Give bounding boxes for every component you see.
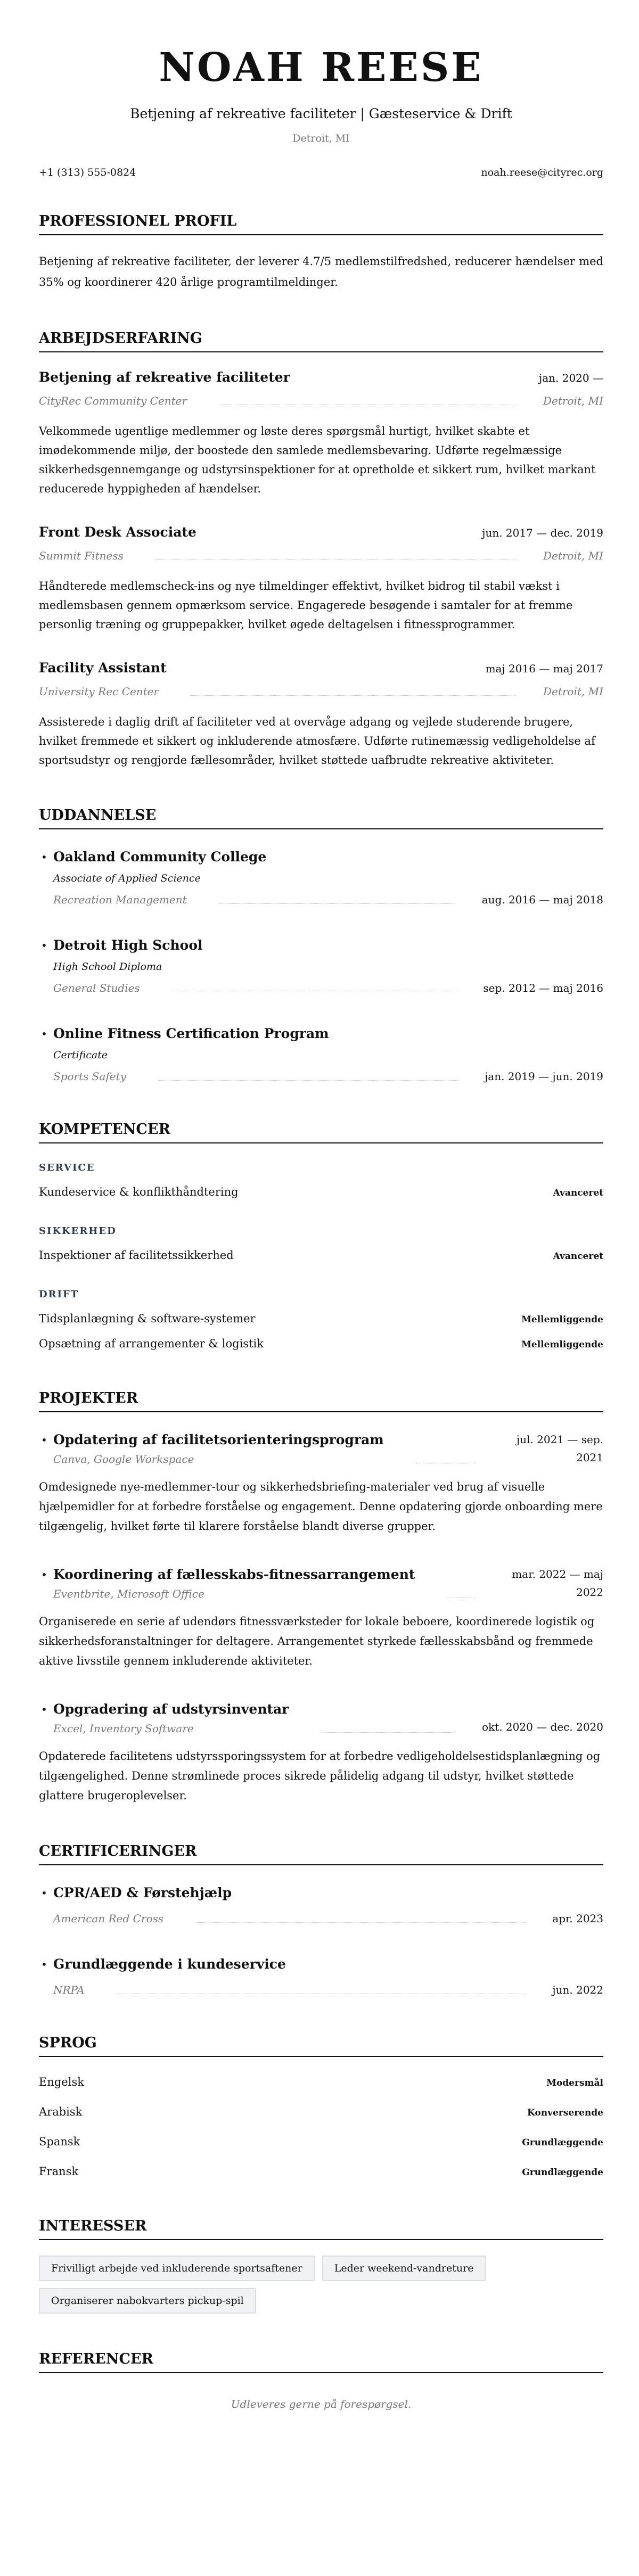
dotted-leader <box>321 1732 455 1733</box>
certification-entry <box>39 1881 603 1926</box>
section-heading: REFERENCER <box>39 2351 603 2373</box>
section-heading: ARBEJDSERFARING <box>39 330 603 352</box>
references-note: Udleveres gerne på forespørgsel. <box>231 2398 412 2410</box>
project-info <box>53 1563 415 1601</box>
language-row <box>39 2134 603 2151</box>
job-entry <box>39 368 603 498</box>
references-section <box>39 2351 603 2412</box>
education-dates: sep. 2012 — maj 2016 <box>483 982 603 994</box>
field-of-study: General Studies <box>53 982 140 994</box>
certification-meta-row <box>53 1982 603 1997</box>
job-description: Assisterede i daglig drift af faciliteter ved at overvåge adgang og vejlede studerende brugere, hvilket fremmede et sikkert og inkluderende atmosfære. Udførte rutinemæssig vedligeholdelse af sportsudstyr og rengjorde fællesområder, hvilket støttede uafbrudte rekreative aktiviteter. <box>39 715 595 767</box>
project-info <box>53 1698 289 1736</box>
languages-section <box>39 2035 603 2180</box>
job-meta-row <box>39 684 603 699</box>
job-header-row <box>39 523 603 542</box>
skill-row <box>39 1247 603 1264</box>
certification-issuer: American Red Cross <box>53 1912 164 1925</box>
job-description: Håndterede medlemscheck-ins og nye tilmeldinger effektivt, hvilket bidrog til stabil vækst i medlemsbasen gennem opmærksom service. Engagerede besøgende i samtaler for at fremme personlig træning og gruppepakker, hvilket øgede deltagelsen i fitnessprogrammer. <box>39 580 573 631</box>
project-description: Omdesignede nye-medlemmer-tour og sikkerhedsbriefing-materialer ved brug af visuelle hjælpemidler for at forbedre forståelse og engagement. Denne opdatering gjorde onboarding mere tilgængelig, hvilket førte til klarere forståelse blandt diverse grupper. <box>39 1480 603 1533</box>
skill-level: Avanceret <box>553 1188 603 1198</box>
profile-section <box>39 213 603 293</box>
project-entry <box>39 1698 603 1806</box>
certification-date: jun. 2022 <box>552 1984 603 1996</box>
education-meta-row <box>53 981 603 995</box>
job-title: Facility Assistant <box>39 660 167 676</box>
project-row <box>53 1698 603 1736</box>
language-row <box>39 2163 603 2180</box>
skill-row <box>39 1336 603 1353</box>
education-entry <box>39 845 603 907</box>
interest-tag: Frivilligt arbejde ved inkluderende sportsaftener <box>39 2256 315 2281</box>
project-entry <box>39 1428 603 1536</box>
job-title: Front Desk Associate <box>39 524 196 540</box>
skill-row <box>39 1311 603 1328</box>
candidate-location: Detroit, MI <box>292 133 350 144</box>
job-dates: maj 2016 — maj 2017 <box>485 662 603 675</box>
job-title: Betjening af rekreative faciliteter <box>39 369 290 385</box>
project-row <box>53 1428 603 1467</box>
skill-group-heading: SIKKERHED <box>39 1225 117 1237</box>
certification-name: Grundlæggende i kundeservice <box>53 1956 286 1972</box>
skill-name: Inspektioner af facilitetssikkerhed <box>39 1249 234 1262</box>
dotted-leader <box>172 991 457 992</box>
section-heading: PROJEKTER <box>39 1390 603 1412</box>
interest-tag: Leder weekend-vandreture <box>322 2256 486 2281</box>
project-title: Koordinering af fællesskabs-fitnessarrangement <box>53 1567 415 1582</box>
project-title: Opgradering af udstyrsinventar <box>53 1701 289 1717</box>
bullet-icon: • <box>41 1703 47 1716</box>
language-name: Engelsk <box>39 2076 84 2088</box>
language-level: Modersmål <box>546 2078 603 2088</box>
language-row <box>39 2104 603 2121</box>
interest-tag: Organiserer nabokvarters pickup-spil <box>39 2288 256 2314</box>
education-entry <box>39 1022 603 1084</box>
job-location: Detroit, MI <box>543 685 603 698</box>
company-name: Summit Fitness <box>39 549 124 562</box>
company-name: CityRec Community Center <box>39 394 187 407</box>
bullet-icon: • <box>41 939 47 952</box>
contact-row <box>39 165 603 180</box>
degree-name: Associate of Applied Science <box>53 873 201 884</box>
section-heading: KOMPETENCER <box>39 1121 603 1143</box>
dotted-leader <box>219 404 517 405</box>
bullet-icon: • <box>41 1887 47 1899</box>
skill-group-heading: DRIFT <box>39 1289 79 1300</box>
school-name: Online Fitness Certification Program <box>53 1026 329 1041</box>
job-location: Detroit, MI <box>543 549 603 562</box>
education-meta-row <box>53 892 603 907</box>
dotted-leader <box>219 903 455 904</box>
project-dates: mar. 2022 — maj 2022 <box>512 1568 603 1599</box>
company-name: University Rec Center <box>39 685 159 698</box>
section-heading: CERTIFICERINGER <box>39 1843 603 1865</box>
education-entry <box>39 934 603 995</box>
projects-section <box>39 1390 603 1806</box>
email-address[interactable]: noah.reese@cityrec.org <box>481 167 603 178</box>
section-heading: PROFESSIONEL PROFIL <box>39 213 603 235</box>
project-entry <box>39 1563 603 1671</box>
job-dates: jun. 2017 — dec. 2019 <box>482 526 603 539</box>
interests-section <box>39 2218 603 2314</box>
job-header-row <box>39 368 603 387</box>
certification-meta-row <box>53 1911 603 1926</box>
profile-summary: Betjening af rekreative faciliteter, der leverer 4.7/5 medlemstilfredshed, reducerer hændelser med 35% og koordinerer 420 årlige programtilmeldinger. <box>39 255 603 289</box>
project-title: Opdatering af facilitetsorienteringsprogram <box>53 1432 384 1447</box>
language-level: Grundlæggende <box>522 2167 603 2178</box>
project-description: Organiserede en serie af udendørs fitnessværksteder for lokale beboere, koordinerede logistik og sikkerhedsforanstaltninger for deltagere. Arrangementet styrkede fællesskabsbånd og fremmede aktive livsstile gennem inkluderende aktiviteter. <box>39 1615 595 1667</box>
project-header <box>39 1698 603 1736</box>
candidate-name: NOAH REESE <box>159 45 484 90</box>
candidate-headline: Betjening af rekreative faciliteter | Gæsteservice & Drift <box>130 106 512 121</box>
job-meta-row <box>39 393 603 408</box>
project-row <box>53 1563 603 1601</box>
section-heading: INTERESSER <box>39 2218 603 2240</box>
project-dates: okt. 2020 — dec. 2020 <box>482 1721 603 1733</box>
dotted-leader <box>416 1462 476 1463</box>
dotted-leader <box>117 1993 526 1994</box>
skills-section <box>39 1121 603 1353</box>
project-tools: Eventbrite, Microsoft Office <box>53 1587 204 1600</box>
certification-entry <box>39 1953 603 1997</box>
language-name: Arabisk <box>39 2105 83 2118</box>
certification-date: apr. 2023 <box>552 1912 603 1925</box>
job-header-row <box>39 659 603 678</box>
section-heading: UDDANNELSE <box>39 807 603 829</box>
language-level: Grundlæggende <box>522 2137 603 2148</box>
field-of-study: Sports Safety <box>53 1070 126 1083</box>
school-name: Oakland Community College <box>53 849 267 865</box>
education-dates: aug. 2016 — maj 2018 <box>481 893 603 906</box>
bullet-icon: • <box>41 1027 47 1040</box>
school-name: Detroit High School <box>53 937 203 953</box>
project-dates: jul. 2021 — sep. 2021 <box>516 1433 603 1464</box>
interest-tags <box>39 2256 603 2314</box>
bullet-icon: • <box>41 1568 47 1581</box>
degree-name: High School Diploma <box>53 961 162 973</box>
certification-name: CPR/AED & Førstehjælp <box>53 1885 232 1900</box>
job-meta-row <box>39 548 603 563</box>
dotted-leader <box>155 559 517 560</box>
bullet-icon: • <box>41 1958 47 1971</box>
job-dates: jan. 2020 — <box>539 372 603 384</box>
project-header <box>39 1563 603 1601</box>
project-description: Opdaterede facilitetens udstyrssporingssystem for at forbedre vedligeholdelsestidsplanlægning og tilgængelighed. Denne strømlinede proces sikrede pålidelig adgang til udstyr, hvilket støttede glattere brugeroplevelser. <box>39 1750 601 1802</box>
skill-group-heading: SERVICE <box>39 1162 95 1173</box>
education-section <box>39 807 603 1084</box>
experience-section <box>39 330 603 770</box>
language-level: Konverserende <box>527 2108 603 2118</box>
job-location: Detroit, MI <box>543 394 603 407</box>
dotted-leader <box>158 1080 458 1081</box>
dotted-leader <box>447 1597 476 1598</box>
job-entry <box>39 659 603 770</box>
project-info <box>53 1428 384 1467</box>
skill-level: Mellemliggende <box>521 1314 603 1325</box>
section-heading: SPROG <box>39 2035 603 2057</box>
education-meta-row <box>53 1069 603 1084</box>
project-header <box>39 1428 603 1467</box>
skill-row <box>39 1184 603 1201</box>
dotted-leader <box>195 1922 526 1923</box>
project-tools: Canva, Google Workspace <box>53 1453 194 1466</box>
skill-name: Tidsplanlægning & software-systemer <box>39 1312 256 1325</box>
bullet-icon: • <box>41 1434 47 1446</box>
skill-name: Kundeservice & konflikthåndtering <box>39 1186 239 1198</box>
skill-name: Opsætning af arrangementer & logistik <box>39 1337 264 1350</box>
bullet-icon: • <box>41 851 47 863</box>
field-of-study: Recreation Management <box>53 893 187 906</box>
language-name: Spansk <box>39 2135 80 2148</box>
job-entry <box>39 523 603 634</box>
phone-number[interactable]: +1 (313) 555-0824 <box>39 167 136 178</box>
education-dates: jan. 2019 — jun. 2019 <box>485 1070 603 1083</box>
degree-name: Certificate <box>53 1049 108 1061</box>
language-row <box>39 2074 603 2091</box>
job-description: Velkommede ugentlige medlemmer og løste deres spørgsmål hurtigt, hvilket skabte et imødekommende miljø, der boostede den samlede medlemsbevaring. Udførte regelmæssige sikkerhedsgennemgange og udstyrsinspektioner for at opretholde et sikkert rum, hvilket markant reducerede hyppigheden af hændelser. <box>39 425 596 495</box>
skill-level: Avanceret <box>553 1251 603 1262</box>
skill-level: Mellemliggende <box>521 1339 603 1350</box>
language-name: Fransk <box>39 2165 79 2178</box>
project-tools: Excel, Inventory Software <box>53 1722 194 1735</box>
resume-header <box>39 45 603 180</box>
certification-issuer: NRPA <box>53 1984 85 1996</box>
certifications-section <box>39 1843 603 1997</box>
dotted-leader <box>191 695 517 696</box>
